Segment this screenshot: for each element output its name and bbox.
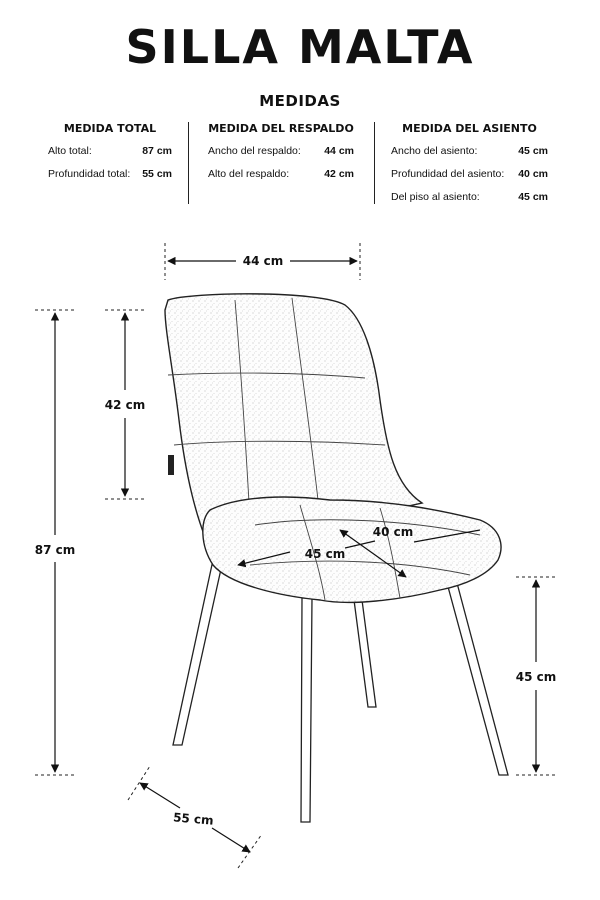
dimension-floor-to-seat [516, 577, 557, 775]
column-heading: MEDIDA DEL ASIENTO [402, 122, 537, 135]
spec-value: 55 cm [142, 168, 172, 180]
leg-front-right [447, 583, 508, 775]
dimension-back-height [105, 310, 146, 499]
spec-label: Alto total: [48, 145, 92, 157]
leg-back-left [301, 598, 312, 822]
spec-label: Alto del respaldo: [208, 168, 290, 180]
spec-value: 42 cm [324, 168, 354, 180]
leg-front-left [173, 560, 223, 745]
label-floor-to-seat: 45 cm [515, 670, 557, 684]
column-heading: MEDIDA TOTAL [63, 122, 157, 135]
spec-value: 45 cm [518, 145, 548, 157]
chair-seat [203, 497, 501, 602]
label-back-width: 44 cm [242, 254, 284, 268]
column-heading: MEDIDA DEL RESPALDO [208, 122, 354, 135]
spec-value: 44 cm [324, 145, 354, 157]
spec-label: Profundidad del asiento: [391, 168, 505, 180]
label-back-height: 42 cm [104, 398, 146, 412]
spec-value: 45 cm [518, 191, 548, 203]
label-total-depth: 55 cm [172, 810, 215, 828]
dimension-total-height [35, 310, 76, 775]
label-total-height: 87 cm [34, 543, 76, 557]
spec-value: 40 cm [518, 168, 548, 180]
dimension-total-depth [128, 766, 262, 868]
leg-back-right [354, 600, 376, 707]
spec-label: Ancho del respaldo: [208, 145, 301, 157]
spec-label: Ancho del asiento: [391, 145, 478, 157]
brand-tag [168, 455, 174, 475]
page-title: SILLA MALTA [125, 20, 475, 74]
spec-label: Del piso al asiento: [391, 191, 480, 203]
dimension-back-width [165, 243, 360, 280]
spec-label: Profundidad total: [48, 168, 131, 180]
label-seat-depth: 40 cm [372, 525, 414, 539]
label-seat-width: 45 cm [304, 547, 346, 561]
section-subtitle: MEDIDAS [259, 92, 341, 110]
spec-value: 87 cm [142, 145, 172, 157]
